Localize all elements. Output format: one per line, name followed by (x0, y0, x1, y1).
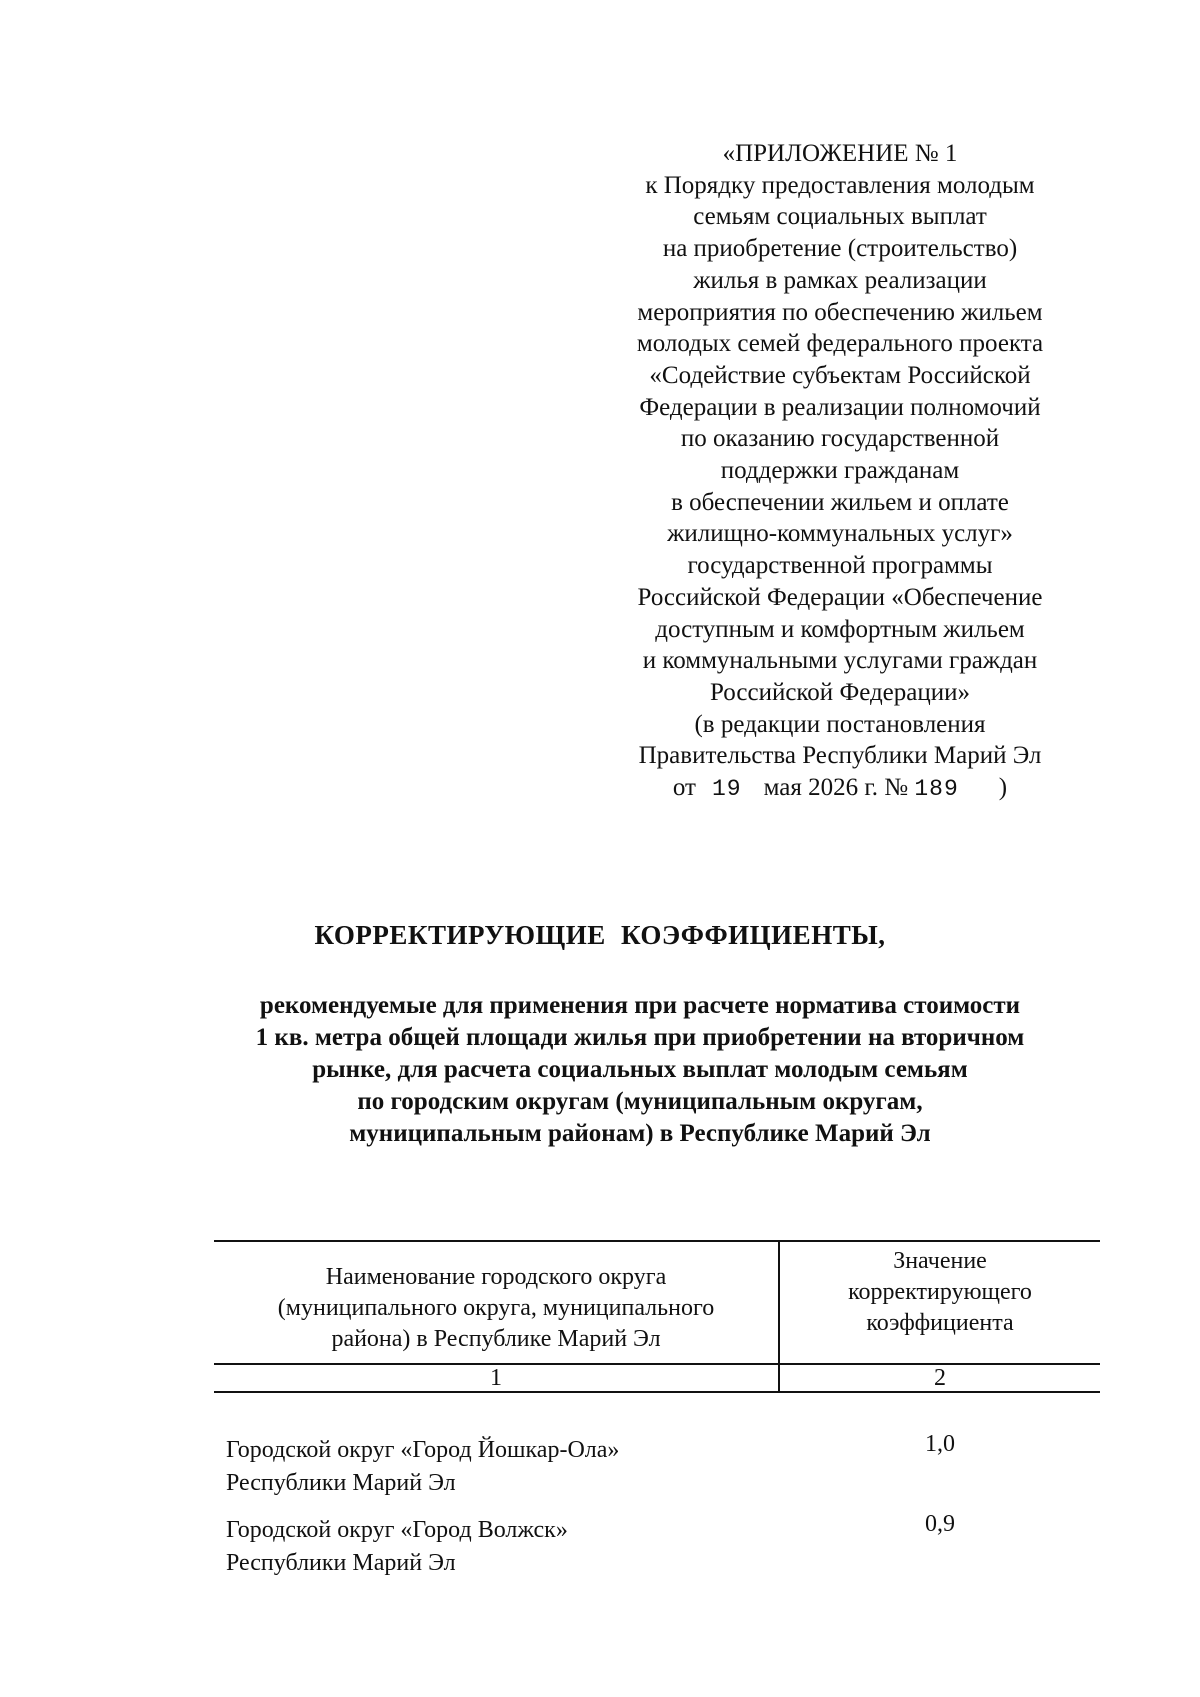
table-row-name (226, 1514, 568, 1580)
resolution-day: 19 (711, 776, 742, 803)
subtitle-line: рекомендуемые для применения при расчете норматива стоимости (259, 992, 1021, 1019)
row-name-line: Республики Марий Эл (226, 1550, 456, 1576)
appendix-line: государственной программы (687, 552, 993, 580)
appendix-line: Российской Федерации «Обеспечение (637, 583, 1043, 611)
subtitle-line: рынке, для расчета социальных выплат молодым семьям (312, 1056, 968, 1083)
appendix-line: по оказанию государственной (680, 425, 1000, 453)
resolution-number: 189 (914, 776, 959, 803)
appendix-line: «ПРИЛОЖЕНИЕ № 1 (722, 140, 958, 167)
subtitle-line: муниципальным районам) в Республике Марий Эл (349, 1120, 931, 1147)
column-number: 1 (490, 1365, 502, 1391)
appendix-line: «Содействие субъектам Российской (649, 361, 1031, 389)
column-number: 2 (934, 1365, 946, 1391)
resolution-month-year: мая 2026 г. № (763, 774, 909, 802)
appendix-line: доступным и комфортным жильем (655, 615, 1025, 643)
appendix-line: Федерации в реализации полномочий (639, 393, 1041, 421)
row-name-line: Республики Марий Эл (226, 1470, 456, 1496)
header-line: Значение (893, 1248, 987, 1274)
appendix-line: в обеспечении жильем и оплате (671, 488, 1009, 516)
document-title: КОРРЕКТИРУЮЩИЕ КОЭФФИЦИЕНТЫ, (314, 920, 886, 950)
header-line: района) в Республике Марий Эл (331, 1326, 661, 1352)
row-name-line: Городской округ «Город Йошкар-Ола» (226, 1437, 620, 1463)
appendix-line: жилищно-коммунальных услуг» (667, 520, 1013, 548)
appendix-line: семьям социальных выплат (693, 203, 987, 231)
appendix-line: на приобретение (строительство) (662, 235, 1018, 263)
header-line: коэффициента (866, 1310, 1014, 1336)
date-prefix: от (672, 774, 696, 802)
appendix-line: Российской Федерации» (709, 678, 971, 706)
appendix-line: поддержки гражданам (720, 457, 960, 485)
appendix-line: жилья в рамках реализации (693, 266, 987, 294)
table-row-value: 1,0 (925, 1431, 955, 1457)
appendix-header (590, 138, 1090, 806)
table-row-value: 0,9 (925, 1511, 955, 1537)
appendix-line: к Порядку предоставления молодым (645, 171, 1035, 199)
header-line: (муниципального округа, муниципального (277, 1295, 715, 1321)
table-header-value (780, 1246, 1100, 1339)
date-suffix: ) (998, 774, 1008, 802)
table-top-rule (214, 1240, 1100, 1242)
appendix-line: (в редакции постановления (694, 710, 986, 738)
appendix-line: Правительства Республики Марий Эл (638, 742, 1042, 770)
appendix-line: мероприятия по обеспечению жильем (637, 298, 1043, 326)
document-subtitle (190, 990, 1090, 1150)
table-header-name (214, 1262, 778, 1355)
header-line: корректирующего (848, 1279, 1032, 1305)
appendix-line: молодых семей федерального проекта (636, 330, 1044, 358)
subtitle-line: 1 кв. метра общей площади жилья при приобретении на вторичном (255, 1024, 1025, 1051)
header-line: Наименование городского округа (325, 1264, 667, 1290)
appendix-line: и коммунальными услугами граждан (642, 647, 1038, 675)
table-row-name (226, 1434, 619, 1500)
row-name-line: Городской округ «Город Волжск» (226, 1517, 568, 1543)
subtitle-line: по городским округам (муниципальным округам, (357, 1088, 923, 1115)
resolution-date-line (590, 772, 1090, 806)
